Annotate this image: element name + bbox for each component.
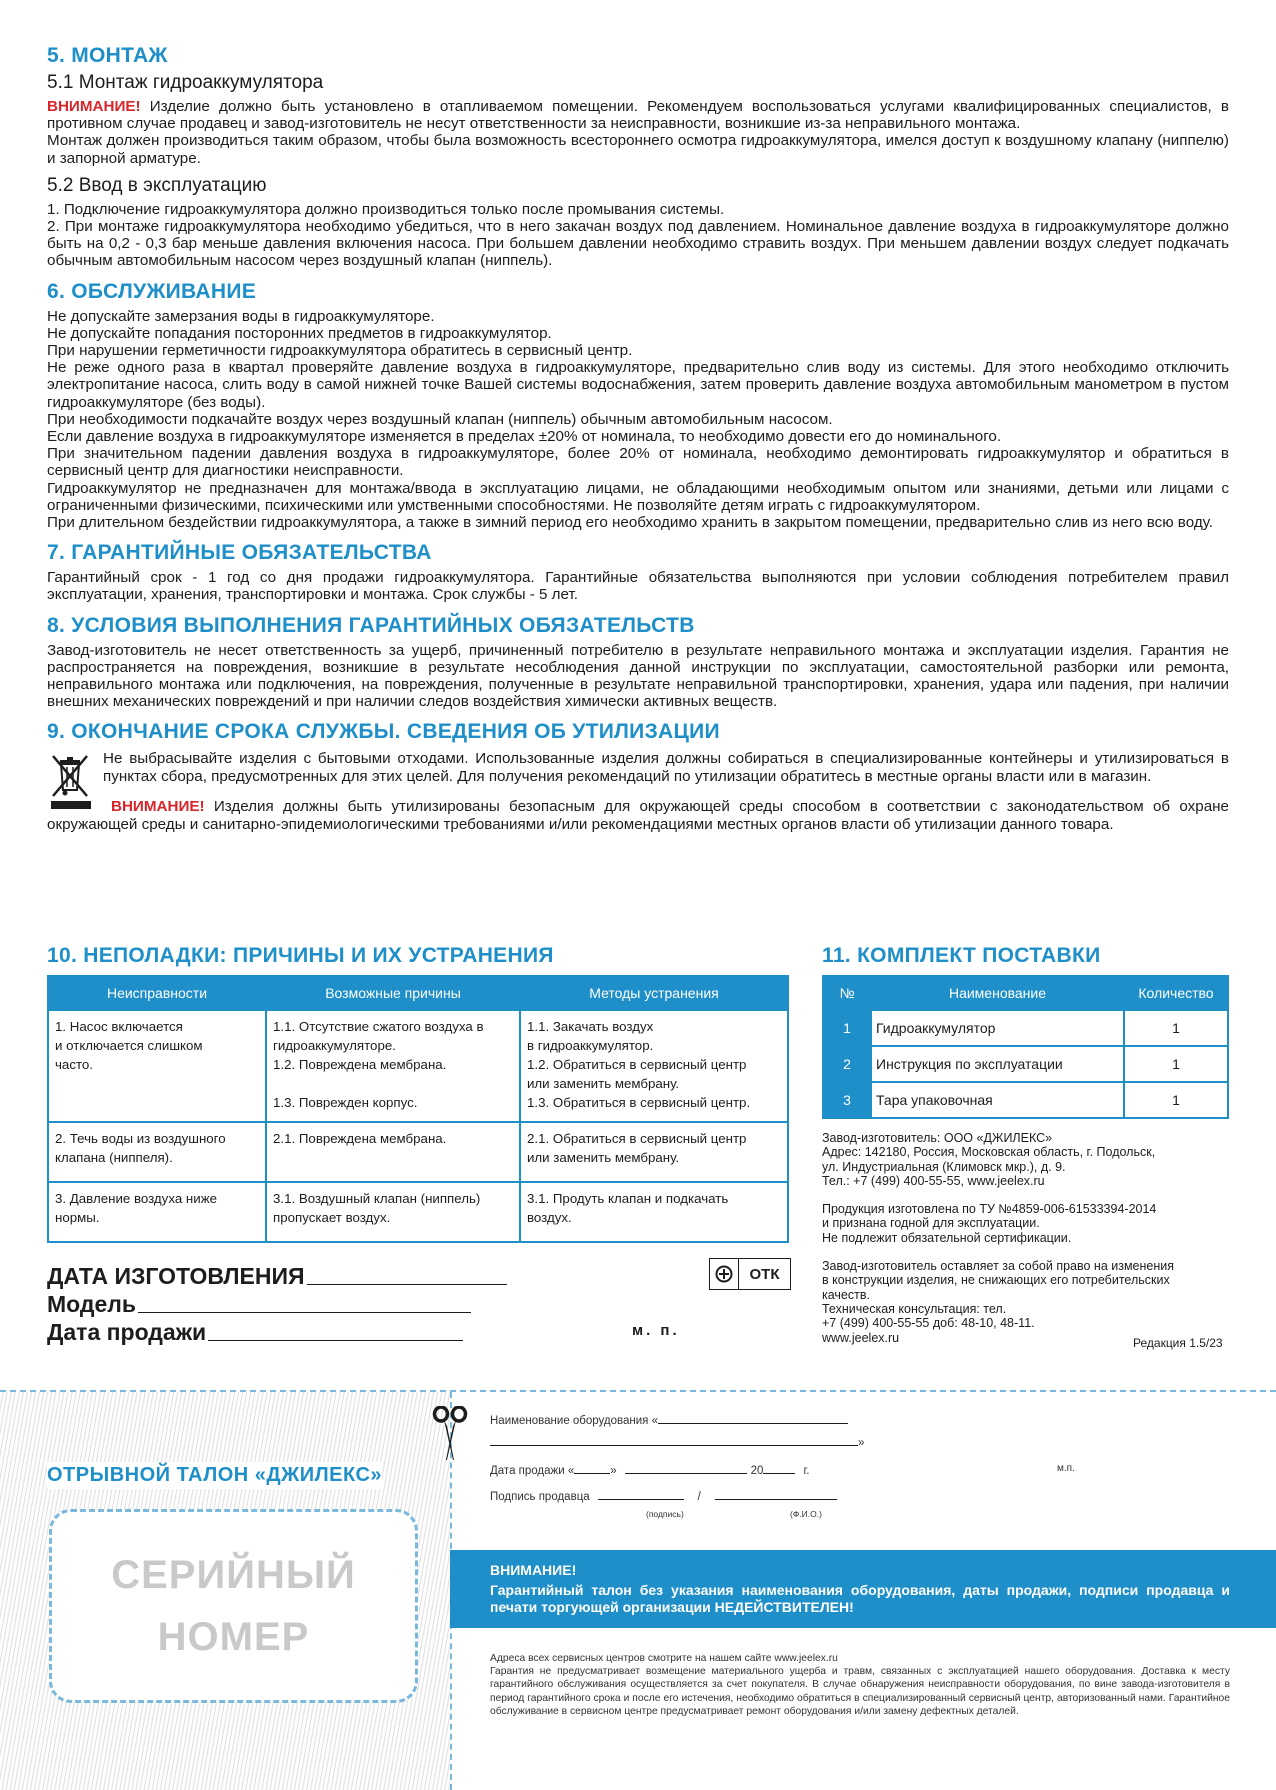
section-5-1-title: 5.1 Монтаж гидроаккумулятора [47, 72, 324, 93]
serial-number-box [49, 1509, 418, 1703]
coupon-notes [490, 1652, 1230, 1718]
sale-day-field[interactable] [574, 1472, 610, 1474]
table-cell: 1 [823, 1010, 871, 1046]
maker-line: +7 (499) 400-55-55 доб: 48-10, 48-11. [822, 1316, 1035, 1331]
table-row [823, 1082, 1228, 1118]
signature-caption: (подпись) [646, 1509, 684, 1519]
table-cell: 2.1. Повреждена мембрана. [266, 1122, 520, 1182]
cut-line [0, 1390, 1276, 1392]
section-5-1-text: ВНИМАНИЕ! Изделие должно быть установлено в отапливаемом помещении. Рекомендуем воспользоваться услугами квалифицированных специалистов, в противном случае продавец и завод-изготовитель не несут ответственности за неисправности, возникшие из-за неправильного монтажа. [47, 98, 1229, 133]
coupon-warning-banner [450, 1550, 1276, 1628]
table-cell: 1 [1124, 1010, 1228, 1046]
warning-label: ВНИМАНИЕ! [111, 798, 205, 816]
equipment-label: Наименование оборудования « [490, 1415, 659, 1427]
maker-line: Адрес: 142180, Россия, Московская область, г. Подольск, [822, 1145, 1156, 1160]
table-row [48, 1122, 788, 1182]
kit-table [822, 975, 1229, 1119]
section-6-paragraph: При необходимости подкачайте воздух через воздушный клапан (ниппель) обычным автомобильным насосом. [47, 410, 833, 428]
table-cell: 2.1. Обратиться в сервисный центр или заменить мембрану. [520, 1122, 788, 1182]
section-6-paragraph: Не реже одного раза в квартал проверяйте давление воздуха в гидроаккумуляторе, предварительно слив воду из системы. Для этого необходимо отключить электропитание насоса, слить воду в самой нижней точке Вашей системы водоснабжения, затем проверить давление воздуха автомобильным манометром в пустом гидроаккумуляторе (без воды). [47, 359, 1229, 411]
table-row [48, 1182, 788, 1242]
year-prefix: 20 [750, 1465, 764, 1477]
equipment-close-quote: » [858, 1437, 865, 1449]
sale-month-field[interactable] [625, 1472, 747, 1474]
coupon-title: ОТРЫВНОЙ ТАЛОН «ДЖИЛЕКС» [47, 1462, 382, 1489]
manufacturer-info [822, 1131, 1222, 1345]
maker-line: и признана годной для эксплуатации. [822, 1216, 1040, 1231]
section-9-title: 9. ОКОНЧАНИЕ СРОКА СЛУЖБЫ. СВЕДЕНИЯ ОБ УТИЛИЗАЦИИ [47, 720, 720, 744]
sale-year-field[interactable] [763, 1472, 795, 1474]
serial-label: СЕРИЙНЫЙ [111, 1553, 356, 1597]
column-header: Количество [1124, 976, 1228, 1010]
maker-line: Техническая консультация: тел. [822, 1301, 1007, 1316]
section-5-1-text-2: Монтаж должен производиться таким образом, чтобы была возможность всестороннего осмотра гидроаккумулятора, имелся доступ к воздушному клапану (ниппелю) и запорной арматуре. [47, 132, 1229, 167]
instructions-body [47, 44, 1229, 833]
model-line [138, 1311, 471, 1313]
name-caption: (Ф.И.О.) [790, 1509, 822, 1519]
maker-line: Продукция изготовлена по ТУ №4859-006-61533394-2014 [822, 1202, 1157, 1217]
section-5-2-text-2: 2. При монтаже гидроаккумулятора необходимо убедиться, что в него закачан воздух под давлением. Номинальное давление воздуха в гидроаккумуляторе должно быть на 0,2 - 0,3 бар меньше давления включения насоса. При большем давлении необходимо стравить воздух. При меньшем давлении воздух следует подкачать обычным автомобильным насосом через воздушный клапан (ниппель). [47, 218, 1229, 270]
disposal-text: Не выбрасывайте изделия с бытовыми отходами. Использованные изделия должны собираться в специализированные контейнеры и утилизироваться в пунктах сбора, предусмотренных для этих целей. Для получения рекомендаций по утилизации обратитесь в местные органы власти или в магазин. [103, 750, 1229, 785]
table-cell: Гидроаккумулятор [871, 1010, 1124, 1046]
section-5-2-text-1: 1. Подключение гидроаккумулятора должно производиться только после промывания системы. [47, 200, 725, 218]
column-header: Наименование [871, 976, 1124, 1010]
sale-date-line [208, 1339, 463, 1341]
section-6-title: 6. ОБСЛУЖИВАНИЕ [47, 279, 257, 303]
coupon-warning-text: Гарантийный талон без указания наименования оборудования, даты продажи, подписи продавца и печати торгующей организации НЕДЕЙСТВИТЕЛЕН! [490, 1582, 1230, 1615]
section-7-title: 7. ГАРАНТИЙНЫЕ ОБЯЗАТЕЛЬСТВА [47, 541, 432, 565]
sale-date-label: Дата продажи « [490, 1465, 575, 1477]
section-8-text: Завод-изготовитель не несет ответственность за ущерб, причиненный потребителю в результате неправильного монтажа и эксплуатации изделия. Гарантия не распространяется на повреждения, возникшие в результате несоблюдения данной инструкции по эксплуатации, самостоятельной разборки или ремонта, неправильного монтажа или подключения, на повреждения, полученные в результате неправильной транспортировки, хранения, удара или падения, при наличии внешних механических повреждений и при наличии следов воздействия химически активных веществ. [47, 641, 1229, 711]
coupon-note: Гарантия не предусматривает возмещение материального ущерба и травм, связанных с эксплуатацией нашего оборудования. Доставка к месту гарантийного обслуживания осуществляется за счет покупателя. В случае обнаружения неисправности оборудования, по вине завода-изготовителя в период гарантийного срока и после его истечения, необходимо обратиться в специализированный сервисный центр, авторизованный нами. Гарантийное обслуживание в сервисном центре предусматривает ремонт оборудования и/или замену дефектных деталей. [490, 1666, 1230, 1717]
table-cell: 3 [823, 1082, 871, 1118]
otk-label: ОТК [749, 1265, 780, 1283]
table-cell: 3.1. Воздушный клапан (ниппель) пропускает воздух. [266, 1182, 520, 1242]
table-cell: 3.1. Продуть клапан и подкачать воздух. [520, 1182, 788, 1242]
column-header: № [823, 976, 871, 1010]
section-6-paragraph: Гидроаккумулятор не предназначен для монтажа/ввода в эксплуатацию лицами, не обладающими необходимым опытом или знаниями, детьми или лицами с ограниченными физическими, психическими или умственными способностями. Не позволяйте детям играть с гидроаккумулятором. [47, 479, 1229, 514]
coupon-note: Адреса всех сервисных центров смотрите на нашем сайте www.jeelex.ru [490, 1653, 838, 1664]
section-5-title: 5. МОНТАЖ [47, 44, 168, 67]
model-label: Модель [47, 1291, 137, 1317]
table-cell: 1 [1124, 1082, 1228, 1118]
maker-line: Завод-изготовитель: ООО «ДЖИЛЕКС» [822, 1131, 1053, 1145]
stamp-place-label: м.п. [1057, 1463, 1075, 1474]
seller-signature-field[interactable] [598, 1498, 684, 1500]
seller-signature-label: Подпись продавца [490, 1491, 590, 1503]
maker-line: Завод-изготовитель оставляет за собой право на изменения [822, 1259, 1175, 1274]
dates-block [47, 1262, 507, 1346]
maker-line: Тел.: +7 (499) 400-55-55, www.jeelex.ru [822, 1173, 1045, 1188]
year-suffix: г. [803, 1465, 810, 1477]
coupon-warning-title: ВНИМАНИЕ! [490, 1562, 577, 1578]
column-header: Методы устранения [520, 976, 788, 1010]
section-6-paragraph: При длительном бездействии гидроаккумулятора, а также в зимний период его необходимо хранить в закрытом помещении, предварительно слив из него всю воду. [47, 514, 1213, 532]
scissors-icon [432, 1406, 468, 1467]
section-6-paragraph: При значительном падении давления воздуха в гидроаккумуляторе, более 20% от номинала, необходимо демонтировать гидроаккумулятор и обратиться в сервисный центр для диагностики неисправности. [47, 445, 1229, 480]
table-row [823, 1010, 1228, 1046]
table-row [48, 1010, 788, 1122]
equipment-field-2[interactable] [490, 1444, 858, 1446]
section-6-paragraph: Если давление воздуха в гидроаккумуляторе изменяется в пределах ±20% от номинала, то необходимо довести его до номинального. [47, 428, 1002, 446]
section-11-title: 11. КОМПЛЕКТ ПОСТАВКИ [822, 944, 1101, 967]
sale-date-label: Дата продажи [47, 1319, 207, 1345]
section-10-title: 10. НЕПОЛАДКИ: ПРИЧИНЫ И ИХ УСТРАНЕНИЯ [47, 944, 554, 967]
table-cell: Инструкция по эксплуатации [871, 1046, 1124, 1082]
section-8-title: 8. УСЛОВИЯ ВЫПОЛНЕНИЯ ГАРАНТИЙНЫХ ОБЯЗАТЕЛЬСТВ [47, 613, 695, 637]
table-cell: 1.1. Закачать воздух в гидроаккумулятор. 1.2. Обратиться в сервисный центр или заменить мембрану. 1.3. Обратиться в сервисный центр. [520, 1010, 788, 1122]
section-6-paragraph: Не допускайте попадания посторонних предметов в гидроаккумулятор. [47, 324, 552, 342]
edition-label: Редакция 1.5/23 [1133, 1336, 1223, 1350]
otk-stamp [709, 1258, 791, 1290]
maker-line: www.jeelex.ru [822, 1330, 900, 1345]
maker-line: Не подлежит обязательной сертификации. [822, 1230, 1072, 1245]
table-cell: 1. Насос включается и отключается слишком часто. [48, 1010, 266, 1122]
table-cell: 2 [823, 1046, 871, 1082]
table-cell: Тара упаковочная [871, 1082, 1124, 1118]
table-cell: 1 [1124, 1046, 1228, 1082]
table-row [823, 1046, 1228, 1082]
warning-label: ВНИМАНИЕ! [47, 98, 141, 115]
column-header: Возможные причины [266, 976, 520, 1010]
maker-line: ул. Индустриальная (Климовск мкр.), д. 9. [822, 1159, 1066, 1174]
section-6-paragraph: Не допускайте замерзания воды в гидроаккумуляторе. [47, 307, 435, 325]
table-cell: 3. Давление воздуха ниже нормы. [48, 1182, 266, 1242]
manufacture-date-label: ДАТА ИЗГОТОВЛЕНИЯ [47, 1263, 305, 1289]
table-cell: 2. Течь воды из воздушного клапана (ниппеля). [48, 1122, 266, 1182]
seller-name-field[interactable] [715, 1498, 837, 1500]
maker-line: в конструкции изделия, не снижающих его потребительских [822, 1273, 1170, 1288]
faults-table [47, 975, 789, 1243]
maker-line: качеств. [822, 1287, 870, 1302]
column-header: Неисправности [48, 976, 266, 1010]
stamp-place-label: м. п. [632, 1322, 680, 1339]
table-cell: 1.1. Отсутствие сжатого воздуха в гидроаккумуляторе. 1.2. Повреждена мембрана. 1.3. Поврежден корпус. [266, 1010, 520, 1122]
crossed-bin-icon [47, 750, 103, 815]
section-7-text: Гарантийный срок - 1 год со дня продажи гидроаккумулятора. Гарантийные обязательства выполняются при условии соблюдения потребителем правил эксплуатации, хранения, транспортировки и монтажа. Срок службы - 5 лет. [47, 569, 1229, 604]
serial-label: НОМЕР [157, 1615, 310, 1659]
disposal-warning-text: ВНИМАНИЕ! Изделия должны быть утилизированы безопасным для окружающей среды способом в соответствии с законодательством об охране окружающей среды и санитарно-эпидемиологическими требованиями и/или рекомендациями местных органов власти об утилизации данного товара. [47, 798, 1229, 833]
quality-mark-icon [710, 1259, 739, 1289]
equipment-field[interactable] [658, 1422, 848, 1424]
manufacture-date-line [307, 1283, 507, 1285]
section-5-2-title: 5.2 Ввод в эксплуатацию [47, 174, 267, 196]
section-6-paragraph: При нарушении герметичности гидроаккумулятора обратитесь в сервисный центр. [47, 342, 633, 360]
